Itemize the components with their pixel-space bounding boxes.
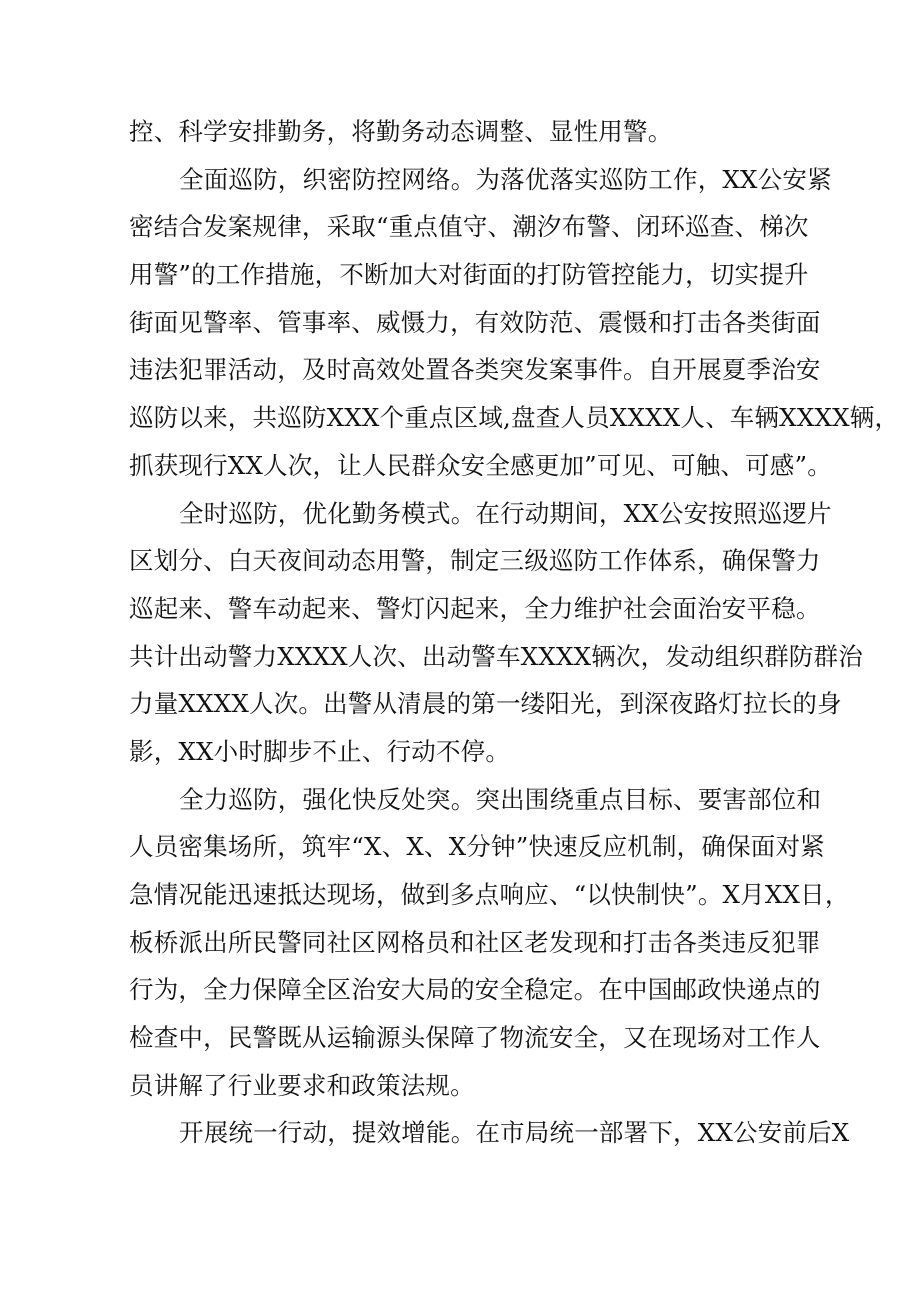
text-line: 控、科学安排勤务，将勤务动态调整、显性用警。 xyxy=(129,117,673,146)
text-line: 急情况能迅速抵达现场，做到多点响应、“以快制快”。X月XX日， xyxy=(129,880,850,909)
text-line: 区划分、白天夜间动态用警，制定三级巡防工作体系，确保警力 xyxy=(129,546,821,576)
text-line: 密结合发案规律，采取“重点值守、潮汐布警、闭环巡查、梯次 xyxy=(129,212,809,242)
paragraph-start-line: 全力巡防，强化快反处突。突出围绕重点目标、要害部位和 xyxy=(179,784,822,814)
paragraph-start-line: 全时巡防，优化勤务模式。在行动期间，XX公安按照巡逻片 xyxy=(179,498,832,528)
text-line: 检查中，民警既从运输源头保障了物流安全，又在现场对工作人 xyxy=(129,1023,821,1053)
text-line: 抓获现行XX人次，让人民群众安全感更加”可见、可触、可感”。 xyxy=(129,450,832,480)
text-line: 人员密集场所，筑牢“X、X、X分钟”快速反应机制，确保面对紧 xyxy=(129,832,825,862)
text-line: 影，XX小时脚步不止、行动不停。 xyxy=(129,736,511,766)
text-line: 用警”的工作措施，不断加大对街面的打防管控能力，切实提升 xyxy=(129,260,809,290)
text-line: 街面见警率、管事率、威慑力，有效防范、震慑和打击各类街面 xyxy=(129,307,821,337)
text-line: 违法犯罪活动，及时高效处置各类突发案事件。自开展夏季治安 xyxy=(129,355,821,385)
text-line: 巡防以来，共巡防XXX个重点区域,盘查人员XXXX人、车辆XXXX辆， xyxy=(129,403,900,433)
text-line: 板桥派出所民警同社区网格员和社区老发现和打击各类违反犯罪 xyxy=(129,927,821,957)
text-line: 行为，全力保障全区治安大局的安全稳定。在中国邮政快递点的 xyxy=(129,975,821,1005)
text-line: 力量XXXX人次。出警从清晨的第一缕阳光，到深夜路灯拉长的身 xyxy=(129,689,842,719)
paragraph-start-line: 全面巡防，织密防控网络。为落优落实巡防工作，XX公安紧 xyxy=(179,164,832,194)
text-line: 员讲解了行业要求和政策法规。 xyxy=(129,1070,475,1100)
text-line: 巡起来、警车动起来、警灯闪起来，全力维护社会面治安平稳。 xyxy=(129,593,821,623)
text-line: 共计出动警力XXXX人次、出动警车XXXX辆次，发动组织群防群治 xyxy=(129,641,863,671)
document-body xyxy=(129,108,900,1157)
paragraph-start-line: 开展统一行动，提效增能。在市局统一部署下，XX公安前后X xyxy=(179,1118,850,1148)
